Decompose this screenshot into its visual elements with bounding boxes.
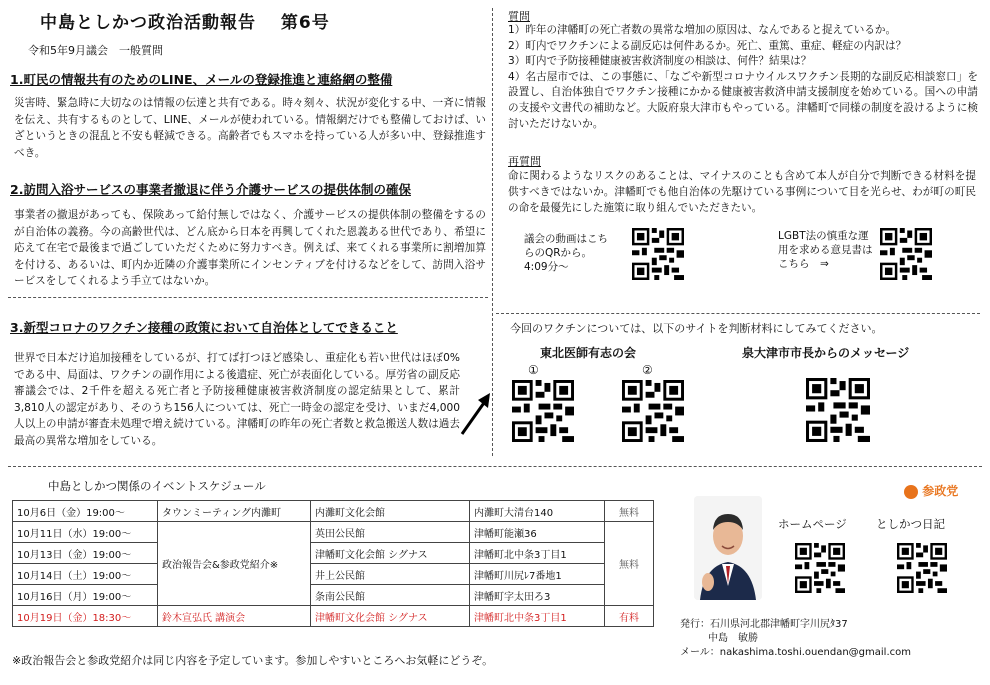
vaccine-intro: 今回のワクチンについては、以下のサイトを判断材料にしてみてください。 xyxy=(510,322,883,335)
party-name: 参政党 xyxy=(922,484,959,498)
event-address: 津幡町字太田ろ3 xyxy=(470,585,605,606)
section-2-heading: 2.訪問入浴サービスの事業者撤退に伴う介護サービスの提供体制の確保 xyxy=(10,182,411,197)
section-3-heading: 3.新型コロナのワクチン接種の政策において自治体としてできること xyxy=(10,320,398,335)
section-3-body: 世界で日本だけ追加接種をしているが、打てば打つほど感染し、重症化も若い世代はほぼ0%である中、局面は、ワクチンの副作用による後遺症、死亡が表面化している。厚労省の副反応審議会では、2千件を超える死亡者と予防接種健康被害救済制度の認定結果として、累計3,810人の認定があり、そのうち156人については、死亡一時金の認定を受け、いまだ4,000人以上の申請が審査未処理で増え続けている。津幡町の昨年の死亡者数と救急搬送人数は過去最高の異常な増加をしている。 xyxy=(14,352,460,447)
issuer-info xyxy=(680,618,911,660)
event-address: 津幡町北中条3丁目1 xyxy=(470,606,605,627)
question-item: 4）名古屋市では、この事態に、「なごや新型コロナウイルスワクチン長期的な副反応相談窓口」を設置し、自治体独自でワクチン接種にかかる健康被害救済申請支援制度を始めている。国への申請の支援や文書代の補助など。大阪府泉大津市もやっている。津幡町で同様の制度を設けるように検討いただけないか。 xyxy=(508,70,978,130)
event-venue: 井上公民館 xyxy=(311,564,470,585)
table-row xyxy=(13,564,654,585)
event-venue: 津幡町文化会館 シグナス xyxy=(311,543,470,564)
page-subtitle: 令和5年9月議会 一般質問 xyxy=(28,44,163,57)
event-schedule-table xyxy=(12,500,654,627)
event-fee: 無料 xyxy=(605,522,654,606)
question-label: 質問 xyxy=(508,10,530,23)
event-date: 10月13日（金）19:00～ xyxy=(13,543,158,564)
homepage-label: ホームページ xyxy=(778,517,847,531)
event-venue: 内灘町文化会館 xyxy=(311,501,470,522)
video-qr-code[interactable] xyxy=(632,228,684,280)
page-title: 中島としかつ政治活動報告 第6号 xyxy=(40,13,330,33)
event-name: 鈴木宣弘氏 講演会 xyxy=(158,606,311,627)
izumiotsu-qr-code[interactable] xyxy=(806,378,870,442)
table-row xyxy=(13,501,654,522)
event-name: タウンミーティング内灘町 xyxy=(158,501,311,522)
video-qr-caption: 議会の動画はこちらのQRから。4:09分～ xyxy=(524,233,608,273)
event-date: 10月6日（金）19:00～ xyxy=(13,501,158,522)
table-row xyxy=(13,543,654,564)
event-date: 10月19日（金）18:30～ xyxy=(13,606,158,627)
event-date: 10月16日（月）19:00～ xyxy=(13,585,158,606)
section-1-body: 災害時、緊急時に大切なのは情報の伝達と共有である。時々刻々、状況が変化する中、一斉に情報を伝え、共有するものとして、LINE、メールが使われている。情報網だけでも整備しておけば、いざというときの混乱と不安も軽減できる。高齢者でもスマホを持っている人が多い中、登録推進すべき。 xyxy=(14,97,486,159)
arrow-icon xyxy=(456,390,494,438)
party-logo xyxy=(904,482,958,499)
event-address: 内灘町大清台140 xyxy=(470,501,605,522)
question-item: 1）昨年の津幡町の死亡者数の異常な増加の原因は、なんであると捉えているか。 xyxy=(508,24,897,36)
event-venue: 津幡町文化会館 シグナス xyxy=(311,606,470,627)
requestion-label: 再質問 xyxy=(508,155,541,168)
divider xyxy=(496,313,980,314)
event-fee: 無料 xyxy=(605,501,654,522)
homepage-qr-code[interactable] xyxy=(795,543,845,593)
event-venue: 条南公民館 xyxy=(311,585,470,606)
schedule-title: 中島としかつ関係のイベントスケジュール xyxy=(48,479,266,493)
question-list xyxy=(508,23,978,132)
qr-number-2: ② xyxy=(642,363,653,377)
event-name: 政治報告会&参政党紹介※ xyxy=(158,522,311,606)
issuer-name: 中島 敏勝 xyxy=(708,633,758,644)
tohoku-doctors-label: 東北医師有志の会 xyxy=(540,346,637,360)
tohoku-qr-code-1[interactable] xyxy=(512,380,574,442)
lgbt-qr-code[interactable] xyxy=(880,228,932,280)
issuer-email[interactable]: メール：nakashima.toshi.ouendan@gmail.com xyxy=(680,647,911,658)
table-row xyxy=(13,606,654,627)
event-venue: 英田公民館 xyxy=(311,522,470,543)
divider xyxy=(8,297,488,298)
qr-number-1: ① xyxy=(528,363,539,377)
lgbt-qr-caption: LGBT法の慎重な運用を求める意見書はこちら ⇒ xyxy=(778,230,873,270)
event-date: 10月14日（土）19:00～ xyxy=(13,564,158,585)
izumiotsu-label: 泉大津市市長からのメッセージ xyxy=(742,346,910,360)
diary-label: としかつ日記 xyxy=(876,517,945,531)
divider xyxy=(8,466,982,467)
section-1-heading: 1.町民の情報共有のためのLINE、メールの登録推進と連絡網の整備 xyxy=(10,72,393,87)
party-logo-icon xyxy=(904,485,918,499)
table-row xyxy=(13,585,654,606)
event-address: 津幡町北中条3丁目1 xyxy=(470,543,605,564)
divider-vertical xyxy=(492,8,493,456)
tohoku-qr-code-2[interactable] xyxy=(622,380,684,442)
table-row xyxy=(13,522,654,543)
schedule-note: ※政治報告会と参政党紹介は同じ内容を予定しています。参加しやすいところへお気軽にどうぞ。 xyxy=(12,654,494,667)
event-address: 津幡町能瀬36 xyxy=(470,522,605,543)
section-2-body: 事業者の撤退があっても、保険あって給付無しではなく、介護サービスの提供体制の整備をするのが自治体の義務。今の高齢世代は、どん底から日本を再興してくれた恩義ある世代であり、希望に応えて在宅で最後まで過ごしていただくために努力すべき。例えば、来てくれる事業所に割増加算を付ける、あるいは、町内か近隣の介護事業所にインセンティブを付けるなどをして、訪問入浴サービスをしてくれるよう手立てはないか。 xyxy=(14,209,486,288)
question-item: 2）町内でワクチンによる副反応は何件あるか。死亡、重篤、重症、軽症の内訳は？ xyxy=(508,39,907,52)
question-item: 3）町内で予防接種健康被害救済制度の相談は、何件？結果は？ xyxy=(508,55,812,68)
profile-photo xyxy=(694,496,762,600)
event-fee: 有料 xyxy=(605,606,654,627)
event-date: 10月11日（水）19:00～ xyxy=(13,522,158,543)
event-address: 津幡町川尻ﾚ7番地1 xyxy=(470,564,605,585)
requestion-body: 命に関わるようなリスクのあることは、マイナスのことも含めて本人が自分で判断できる材料を提供すべきではないか。津幡町でも他自治体の先駆けている事例について目を光らせ、わが町の町民の命を最優先にした施策に取り組んでいただきたい。 xyxy=(508,170,976,214)
diary-qr-code[interactable] xyxy=(897,543,947,593)
issuer-address: 発行：石川県河北郡津幡町字川尻ﾀ37 xyxy=(680,619,848,630)
